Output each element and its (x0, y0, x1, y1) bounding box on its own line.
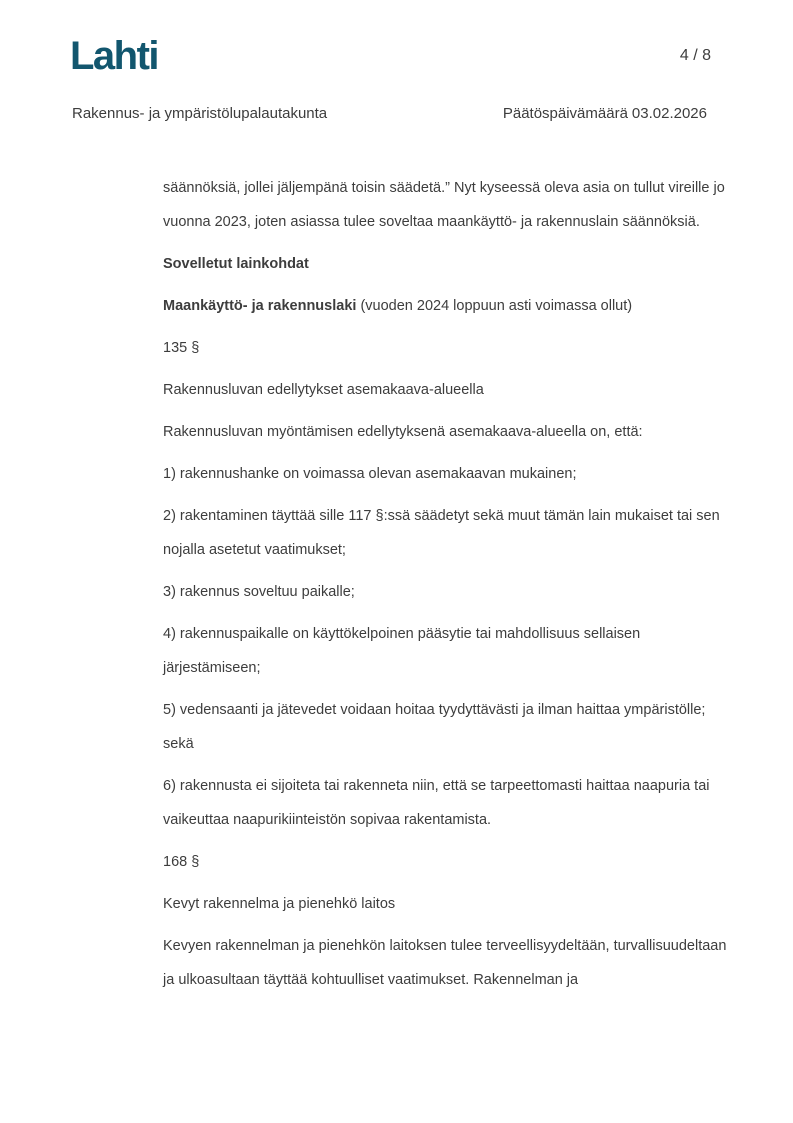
committee-name: Rakennus- ja ympäristölupalautakunta (72, 105, 328, 122)
document-body (163, 171, 729, 1005)
paragraph: 135 § (163, 340, 200, 356)
paragraph: 6) rakennusta ei sijoiteta tai rakenneta niin, että se tarpeettomasti haittaa naapuria tai vaikeuttaa naapurikiinteistön sopivaa rakentamista. (163, 778, 710, 828)
section-heading: Sovelletut lainkohdat (163, 256, 309, 272)
document-header (72, 105, 707, 122)
paragraph: Kevyen rakennelman ja pienehkön laitoksen tulee terveellisyydeltään, turvallisuudeltaan ja ulkoasultaan täyttää kohtuulliset vaatimukset. Rakennelman ja (163, 938, 727, 988)
paragraph: 168 § (163, 854, 200, 870)
paragraph: Rakennusluvan myöntämisen edellytyksenä asemakaava-alueella on, että: (163, 424, 643, 440)
paragraph: Rakennusluvan edellytykset asemakaava-alueella (163, 382, 484, 398)
page-number: 4 / 8 (679, 47, 711, 64)
decision-date (503, 105, 707, 122)
paragraph: 1) rakennushanke on voimassa olevan asemakaavan mukainen; (163, 466, 577, 482)
paragraph: 2) rakentaminen täyttää sille 117 §:ssä säädetyt sekä muut tämän lain mukaiset tai sen nojalla asetetut vaatimukset; (163, 508, 720, 558)
paragraph: 3) rakennus soveltuu paikalle; (163, 584, 355, 600)
paragraph: Maankäyttö- ja rakennuslaki (vuoden 2024 loppuun asti voimassa ollut) (163, 298, 633, 314)
paragraph: 5) vedensaanti ja jätevedet voidaan hoitaa tyydyttävästi ja ilman haittaa ympäristölle; sekä (163, 702, 706, 752)
paragraph: säännöksiä, jollei jäljempänä toisin säädetä.” Nyt kyseessä oleva asia on tullut vireille jo vuonna 2023, joten asiassa tulee soveltaa maankäyttö- ja rakennuslain säännöksiä. (163, 180, 725, 230)
decision-date-value: 03.02.2026 (631, 105, 707, 122)
paragraph: Kevyt rakennelma ja pienehkö laitos (163, 896, 396, 912)
paragraph: 4) rakennuspaikalle on käyttökelpoinen pääsytie tai mahdollisuus sellaisen järjestämiseen; (163, 626, 641, 676)
lahti-city-logo: Lahti (70, 34, 159, 78)
decision-date-label: Päätöspäivämäärä (502, 105, 628, 122)
paragraph-bold-lead: Maankäyttö- ja rakennuslaki (163, 298, 357, 314)
